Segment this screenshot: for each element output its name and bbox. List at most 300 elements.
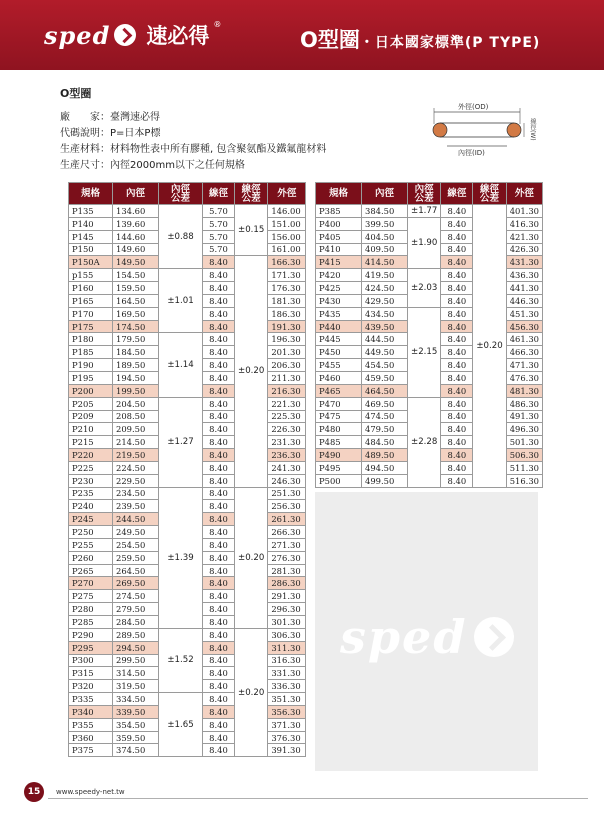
outer-diameter-cell: 401.30 (506, 205, 542, 218)
spec-code-cell: P270 (69, 577, 113, 590)
wire-diameter-cell: 8.40 (203, 667, 235, 680)
spec-code-cell: P450 (316, 346, 362, 359)
spec-code-cell: P440 (316, 320, 362, 333)
spec-code-cell: P260 (69, 551, 113, 564)
spec-code-cell: P485 (316, 436, 362, 449)
inner-diameter-cell: 244.50 (113, 513, 159, 526)
inner-diameter-cell: 374.50 (113, 744, 159, 757)
outer-diameter-cell: 496.30 (506, 423, 542, 436)
inner-diameter-cell: 289.50 (113, 628, 159, 641)
inner-diameter-cell: 429.50 (362, 294, 408, 307)
spec-code-cell: P460 (316, 371, 362, 384)
outer-diameter-cell: 216.30 (268, 384, 306, 397)
inner-diameter-cell: 269.50 (113, 577, 159, 590)
column-header (506, 183, 542, 205)
wire-diameter-cell: 8.40 (203, 487, 235, 500)
outer-diameter-cell: 271.30 (268, 538, 306, 551)
inner-diameter-cell: 184.50 (113, 346, 159, 359)
wire-diameter-cell: 8.40 (203, 397, 235, 410)
spec-code-cell: P210 (69, 423, 113, 436)
inner-diameter-cell: 299.50 (113, 654, 159, 667)
id-tolerance-cell: ±1.14 (159, 333, 203, 397)
spec-code-cell: P320 (69, 680, 113, 693)
page-number: 15 (24, 782, 44, 802)
outer-diameter-cell: 166.30 (268, 256, 306, 269)
brand-logo (44, 20, 221, 50)
inner-diameter-cell: 414.50 (362, 256, 408, 269)
outer-diameter-cell: 476.30 (506, 371, 542, 384)
inner-diameter-cell: 404.50 (362, 230, 408, 243)
info-label: 生產尺寸 (60, 160, 100, 171)
inner-diameter-cell: 294.50 (113, 641, 159, 654)
inner-diameter-cell: 159.50 (113, 282, 159, 295)
spec-code-cell: P455 (316, 359, 362, 372)
spec-code-cell: P340 (69, 705, 113, 718)
spec-code-cell: P209 (69, 410, 113, 423)
spec-code-cell: P480 (316, 423, 362, 436)
inner-diameter-cell: 384.50 (362, 205, 408, 218)
outer-diameter-cell: 311.30 (268, 641, 306, 654)
outer-diameter-cell: 446.30 (506, 294, 542, 307)
spec-code-cell: P385 (316, 205, 362, 218)
wire-diameter-cell: 8.40 (203, 577, 235, 590)
table-row (316, 307, 543, 320)
inner-diameter-cell: 499.50 (362, 474, 408, 487)
inner-diameter-cell: 264.50 (113, 564, 159, 577)
spec-code-cell: P355 (69, 718, 113, 731)
spec-code-cell: P300 (69, 654, 113, 667)
outer-diameter-cell: 441.30 (506, 282, 542, 295)
column-header (362, 183, 408, 205)
outer-diameter-cell: 231.30 (268, 436, 306, 449)
outer-diameter-cell: 356.30 (268, 705, 306, 718)
outer-diameter-cell: 225.30 (268, 410, 306, 423)
outer-diameter-cell: 296.30 (268, 603, 306, 616)
spec-code-cell: P475 (316, 410, 362, 423)
id-tolerance-cell: ±1.52 (159, 628, 203, 692)
wire-diameter-cell: 8.40 (203, 410, 235, 423)
outer-diameter-cell: 176.30 (268, 282, 306, 295)
id-label: 內徑(ID) (458, 149, 485, 157)
outer-diameter-cell: 211.30 (268, 371, 306, 384)
wire-diameter-cell: 8.40 (441, 449, 473, 462)
inner-diameter-cell: 279.50 (113, 603, 159, 616)
spec-code-cell: P430 (316, 294, 362, 307)
inner-diameter-cell: 179.50 (113, 333, 159, 346)
outer-diameter-cell: 181.30 (268, 294, 306, 307)
w-label: 線徑(W) (529, 118, 536, 141)
wire-diameter-cell: 8.40 (203, 680, 235, 693)
table-row (316, 397, 543, 410)
outer-diameter-cell: 501.30 (506, 436, 542, 449)
id-tolerance-cell: ±1.77 (408, 205, 441, 218)
column-header-text: 內徑 (170, 183, 190, 195)
inner-diameter-cell: 199.50 (113, 384, 159, 397)
inner-diameter-cell: 444.50 (362, 333, 408, 346)
spec-code-cell: P435 (316, 307, 362, 320)
info-colon: ： (100, 160, 110, 171)
outer-diameter-cell: 481.30 (506, 384, 542, 397)
wire-diameter-cell: 8.40 (203, 538, 235, 551)
inner-diameter-cell: 139.60 (113, 217, 159, 230)
outer-diameter-cell: 186.30 (268, 307, 306, 320)
wire-diameter-cell: 8.40 (441, 474, 473, 487)
wire-diameter-cell: 8.40 (441, 256, 473, 269)
watermark-text: sped (340, 610, 468, 664)
wire-diameter-cell: 8.40 (203, 590, 235, 603)
id-tolerance-cell: ±1.65 (159, 693, 203, 757)
wire-diameter-cell: 5.70 (203, 243, 235, 256)
wire-diameter-cell: 8.40 (441, 384, 473, 397)
column-header-text: 內徑 (374, 188, 394, 199)
inner-diameter-cell: 229.50 (113, 474, 159, 487)
outer-diameter-cell: 336.30 (268, 680, 306, 693)
inner-diameter-cell: 459.50 (362, 371, 408, 384)
spec-code-cell: P400 (316, 217, 362, 230)
arrow-circle-icon (114, 24, 136, 46)
inner-diameter-cell: 284.50 (113, 616, 159, 629)
section-title: O型圈 (60, 87, 92, 100)
outer-diameter-cell: 331.30 (268, 667, 306, 680)
spec-code-cell: P230 (69, 474, 113, 487)
inner-diameter-cell: 219.50 (113, 449, 159, 462)
id-tolerance-cell: ±1.27 (159, 397, 203, 487)
spec-code-cell: P410 (316, 243, 362, 256)
column-header (268, 183, 306, 205)
outer-diameter-cell: 431.30 (506, 256, 542, 269)
outer-diameter-cell: 286.30 (268, 577, 306, 590)
outer-diameter-cell: 421.30 (506, 230, 542, 243)
id-tolerance-cell: ±2.03 (408, 269, 441, 308)
outer-diameter-cell: 436.30 (506, 269, 542, 282)
wire-diameter-cell: 8.40 (203, 705, 235, 718)
wire-diameter-cell: 8.40 (441, 294, 473, 307)
spec-code-cell: P490 (316, 449, 362, 462)
w-tolerance-cell: ±0.20 (473, 205, 506, 488)
inner-diameter-cell: 144.60 (113, 230, 159, 243)
spec-code-cell: P420 (316, 269, 362, 282)
wire-diameter-cell: 8.40 (203, 526, 235, 539)
outer-diameter-cell: 276.30 (268, 551, 306, 564)
spec-code-cell: P190 (69, 359, 113, 372)
info-label: 代碼說明 (60, 128, 100, 139)
spec-code-cell: P375 (69, 744, 113, 757)
wire-diameter-cell: 5.70 (203, 230, 235, 243)
spec-code-cell: P290 (69, 628, 113, 641)
column-header-text: 外徑 (277, 188, 297, 199)
column-header-text: 線徑 (447, 188, 467, 199)
spec-code-cell: P470 (316, 397, 362, 410)
page-title (300, 24, 540, 54)
wire-diameter-cell: 8.40 (441, 333, 473, 346)
spec-table-left (68, 182, 306, 757)
outer-diameter-cell: 261.30 (268, 513, 306, 526)
wire-diameter-cell: 8.40 (441, 346, 473, 359)
spec-code-cell: P495 (316, 461, 362, 474)
info-label: 生產材料 (60, 144, 100, 155)
spec-code-cell: P360 (69, 731, 113, 744)
wire-diameter-cell: 8.40 (203, 269, 235, 282)
wire-diameter-cell: 8.40 (441, 282, 473, 295)
wire-diameter-cell: 5.70 (203, 217, 235, 230)
spec-code-cell: P315 (69, 667, 113, 680)
spec-code-cell: P415 (316, 256, 362, 269)
info-row (60, 142, 326, 158)
registered-mark: ® (213, 20, 222, 29)
column-header-text: 規格 (328, 188, 348, 199)
wire-diameter-cell: 8.40 (203, 359, 235, 372)
column-header-text: 線徑 (241, 183, 261, 195)
wire-diameter-cell: 8.40 (203, 346, 235, 359)
wire-diameter-cell: 8.40 (203, 641, 235, 654)
spec-code-cell: p155 (69, 269, 113, 282)
wire-diameter-cell: 8.40 (203, 654, 235, 667)
wire-diameter-cell: 8.40 (203, 256, 235, 269)
wire-diameter-cell: 8.40 (203, 744, 235, 757)
id-tolerance-cell: ±2.15 (408, 307, 441, 397)
outer-diameter-cell: 491.30 (506, 410, 542, 423)
table-row (69, 333, 306, 346)
outer-diameter-cell: 221.30 (268, 397, 306, 410)
spec-code-cell: P170 (69, 307, 113, 320)
inner-diameter-cell: 424.50 (362, 282, 408, 295)
info-colon: ： (100, 112, 110, 123)
inner-diameter-cell: 399.50 (362, 217, 408, 230)
spec-code-cell: P225 (69, 461, 113, 474)
inner-diameter-cell: 454.50 (362, 359, 408, 372)
outer-diameter-cell: 161.00 (268, 243, 306, 256)
outer-diameter-cell: 251.30 (268, 487, 306, 500)
info-value: P=日本P標 (110, 128, 161, 139)
table-row (316, 205, 543, 218)
title-main: O型圈 (300, 28, 360, 52)
spec-code-cell: P445 (316, 333, 362, 346)
table-row (316, 217, 543, 230)
wire-diameter-cell: 8.40 (203, 500, 235, 513)
wire-diameter-cell: 8.40 (203, 436, 235, 449)
inner-diameter-cell: 134.60 (113, 205, 159, 218)
outer-diameter-cell: 486.30 (506, 397, 542, 410)
od-label: 外徑(OD) (458, 103, 489, 111)
outer-diameter-cell: 246.30 (268, 474, 306, 487)
logo-wordmark: sped (44, 20, 111, 50)
footer-divider (48, 798, 588, 799)
spec-code-cell: P195 (69, 371, 113, 384)
inner-diameter-cell: 154.50 (113, 269, 159, 282)
inner-diameter-cell: 474.50 (362, 410, 408, 423)
id-tolerance-cell: ±1.39 (159, 487, 203, 628)
inner-diameter-cell: 249.50 (113, 526, 159, 539)
wire-diameter-cell: 8.40 (441, 269, 473, 282)
inner-diameter-cell: 204.50 (113, 397, 159, 410)
column-header-text: 公差 (414, 192, 434, 204)
wire-diameter-cell: 8.40 (203, 628, 235, 641)
column-header-text: 公差 (170, 192, 190, 204)
info-label: 廠 家 (60, 112, 100, 123)
inner-diameter-cell: 259.50 (113, 551, 159, 564)
id-tolerance-cell: ±2.28 (408, 397, 441, 487)
column-header (69, 183, 113, 205)
wire-diameter-cell: 5.70 (203, 205, 235, 218)
wire-diameter-cell: 8.40 (203, 384, 235, 397)
id-tolerance-cell: ±0.88 (159, 205, 203, 269)
outer-diameter-cell: 516.30 (506, 474, 542, 487)
outer-diameter-cell: 196.30 (268, 333, 306, 346)
spec-code-cell: P175 (69, 320, 113, 333)
wire-diameter-cell: 8.40 (441, 205, 473, 218)
inner-diameter-cell: 209.50 (113, 423, 159, 436)
spec-table-right (315, 182, 543, 488)
w-tolerance-cell: ±0.15 (235, 205, 268, 256)
inner-diameter-cell: 354.50 (113, 718, 159, 731)
column-header (408, 183, 441, 205)
watermark-arrow-icon (474, 617, 514, 657)
spec-code-cell: P280 (69, 603, 113, 616)
wire-diameter-cell: 8.40 (441, 307, 473, 320)
column-header (473, 183, 506, 205)
info-colon: ： (100, 144, 110, 155)
column-header (235, 183, 268, 205)
inner-diameter-cell: 494.50 (362, 461, 408, 474)
spec-code-cell: P180 (69, 333, 113, 346)
inner-diameter-cell: 169.50 (113, 307, 159, 320)
spec-code-cell: P245 (69, 513, 113, 526)
outer-diameter-cell: 156.00 (268, 230, 306, 243)
inner-diameter-cell: 409.50 (362, 243, 408, 256)
inner-diameter-cell: 359.50 (113, 731, 159, 744)
spec-code-cell: P160 (69, 282, 113, 295)
spec-code-cell: P205 (69, 397, 113, 410)
inner-diameter-cell: 214.50 (113, 436, 159, 449)
info-value: 內徑2000mm以下之任何規格 (110, 160, 245, 171)
inner-diameter-cell: 419.50 (362, 269, 408, 282)
wire-diameter-cell: 8.40 (203, 333, 235, 346)
inner-diameter-cell: 174.50 (113, 320, 159, 333)
column-header (316, 183, 362, 205)
spec-code-cell: P215 (69, 436, 113, 449)
inner-diameter-cell: 189.50 (113, 359, 159, 372)
inner-diameter-cell: 434.50 (362, 307, 408, 320)
footer-url[interactable]: www.speedy-net.tw (56, 788, 125, 796)
outer-diameter-cell: 506.30 (506, 449, 542, 462)
title-sub: ・日本國家標準(P TYPE) (359, 35, 541, 51)
wire-diameter-cell: 8.40 (203, 307, 235, 320)
column-header-text: 公差 (241, 192, 261, 204)
outer-diameter-cell: 456.30 (506, 320, 542, 333)
outer-diameter-cell: 351.30 (268, 693, 306, 706)
wire-diameter-cell: 8.40 (203, 282, 235, 295)
wire-diameter-cell: 8.40 (441, 423, 473, 436)
inner-diameter-cell: 449.50 (362, 346, 408, 359)
table-row (69, 628, 306, 641)
spec-code-cell: P135 (69, 205, 113, 218)
outer-diameter-cell: 306.30 (268, 628, 306, 641)
wire-diameter-cell: 8.40 (203, 513, 235, 526)
table-row (69, 487, 306, 500)
info-row (60, 158, 326, 174)
spec-code-cell: P185 (69, 346, 113, 359)
outer-diameter-cell: 416.30 (506, 217, 542, 230)
info-colon: ： (100, 128, 110, 139)
outer-diameter-cell: 371.30 (268, 718, 306, 731)
wire-diameter-cell: 8.40 (441, 397, 473, 410)
outer-diameter-cell: 461.30 (506, 333, 542, 346)
wire-diameter-cell: 8.40 (203, 718, 235, 731)
column-header (159, 183, 203, 205)
outer-diameter-cell: 281.30 (268, 564, 306, 577)
outer-diameter-cell: 376.30 (268, 731, 306, 744)
outer-diameter-cell: 171.30 (268, 269, 306, 282)
inner-diameter-cell: 254.50 (113, 538, 159, 551)
outer-diameter-cell: 466.30 (506, 346, 542, 359)
outer-diameter-cell: 206.30 (268, 359, 306, 372)
id-tolerance-cell: ±1.01 (159, 269, 203, 333)
spec-code-cell: P235 (69, 487, 113, 500)
wire-diameter-cell: 8.40 (203, 551, 235, 564)
spec-code-cell: P405 (316, 230, 362, 243)
table-row (316, 269, 543, 282)
wire-diameter-cell: 8.40 (203, 564, 235, 577)
inner-diameter-cell: 164.50 (113, 294, 159, 307)
outer-diameter-cell: 451.30 (506, 307, 542, 320)
product-info (60, 86, 326, 174)
inner-diameter-cell: 208.50 (113, 410, 159, 423)
wire-diameter-cell: 8.40 (203, 616, 235, 629)
wire-diameter-cell: 8.40 (441, 371, 473, 384)
id-tolerance-cell: ±1.90 (408, 217, 441, 268)
inner-diameter-cell: 489.50 (362, 449, 408, 462)
column-header-text: 線徑 (208, 188, 228, 199)
column-header-text: 內徑 (414, 183, 434, 195)
inner-diameter-cell: 194.50 (113, 371, 159, 384)
wire-diameter-cell: 8.40 (441, 230, 473, 243)
inner-diameter-cell: 339.50 (113, 705, 159, 718)
wire-diameter-cell: 8.40 (203, 320, 235, 333)
inner-diameter-cell: 439.50 (362, 320, 408, 333)
inner-diameter-cell: 274.50 (113, 590, 159, 603)
outer-diameter-cell: 241.30 (268, 461, 306, 474)
info-value: 材料物性表中所有膠種, 包含聚氨酯及鐵氟龍材料 (110, 144, 327, 155)
inner-diameter-cell: 149.50 (113, 256, 159, 269)
table-row (69, 397, 306, 410)
spec-code-cell: P200 (69, 384, 113, 397)
table-row (69, 269, 306, 282)
outer-diameter-cell: 426.30 (506, 243, 542, 256)
outer-diameter-cell: 471.30 (506, 359, 542, 372)
inner-diameter-cell: 314.50 (113, 667, 159, 680)
column-header (441, 183, 473, 205)
w-tolerance-cell: ±0.20 (235, 628, 268, 756)
inner-diameter-cell: 469.50 (362, 397, 408, 410)
column-header (113, 183, 159, 205)
table-row (69, 693, 306, 706)
column-header-text: 線徑 (480, 183, 500, 195)
inner-diameter-cell: 484.50 (362, 436, 408, 449)
wire-diameter-cell: 8.40 (441, 243, 473, 256)
spec-code-cell: P265 (69, 564, 113, 577)
spec-code-cell: P425 (316, 282, 362, 295)
spec-code-cell: P150 (69, 243, 113, 256)
inner-diameter-cell: 334.50 (113, 693, 159, 706)
w-tolerance-cell: ±0.20 (235, 256, 268, 487)
outer-diameter-cell: 151.00 (268, 217, 306, 230)
spec-code-cell: P255 (69, 538, 113, 551)
wire-diameter-cell: 8.40 (441, 410, 473, 423)
outer-diameter-cell: 301.30 (268, 616, 306, 629)
inner-diameter-cell: 479.50 (362, 423, 408, 436)
inner-diameter-cell: 149.60 (113, 243, 159, 256)
outer-diameter-cell: 236.30 (268, 449, 306, 462)
